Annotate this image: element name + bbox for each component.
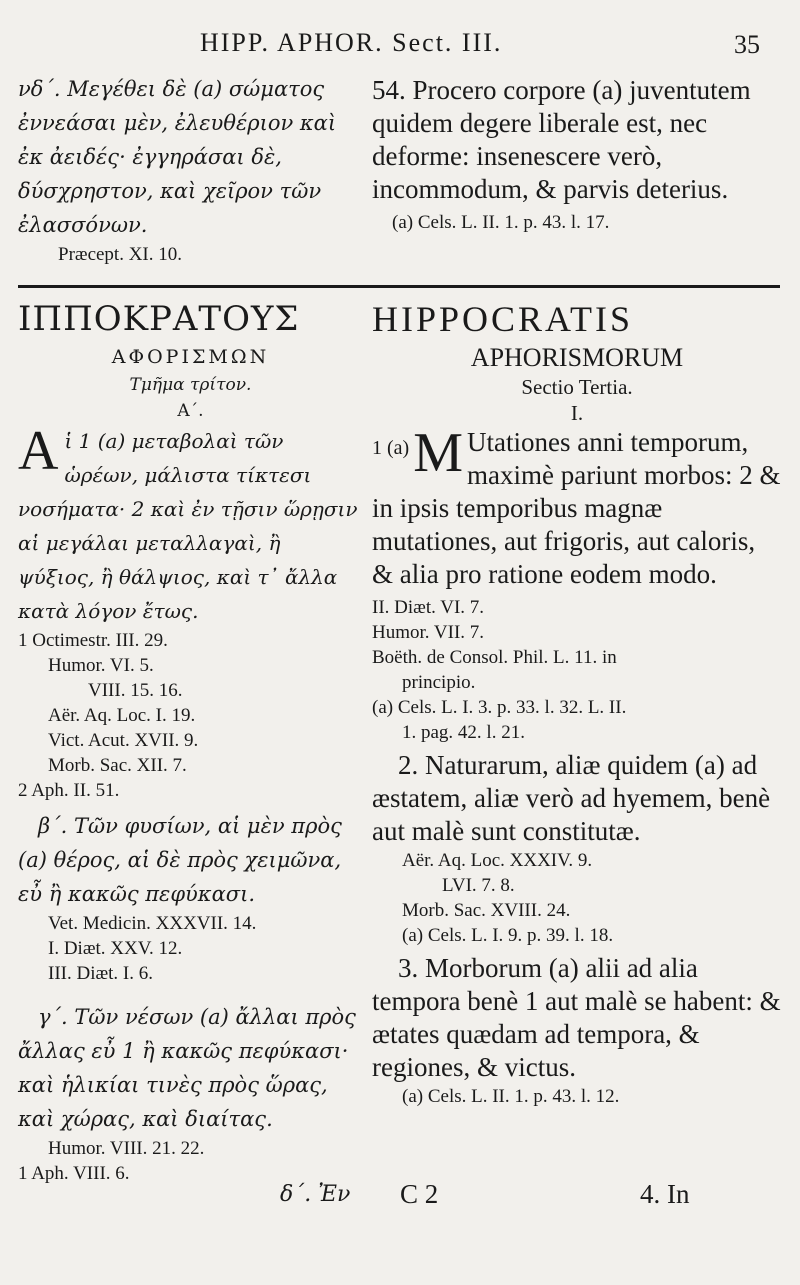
ref-line: 1 Octimestr. III. 29. — [18, 630, 168, 651]
latin-dropcap: M — [413, 422, 463, 484]
greek-aphorism-1 — [18, 420, 363, 628]
greek-title: ΙΠΠΟΚΡΑΤΟΥΣ — [18, 299, 300, 339]
ref-line: (a) Cels. L. II. 1. p. 43. l. 12. — [402, 1086, 620, 1107]
page-header — [0, 28, 800, 68]
latin-aphorism-1-text: Utationes anni temporum, maximè pariunt morbos: 2 & in ipsis temporibus magnæ mutationes, aut frigoris, aut caloris, & alia pro ratione eodem modo. — [372, 427, 781, 589]
ref-line: VIII. 15. 16. — [88, 680, 183, 701]
ref-line: Morb. Sac. XVIII. 24. — [402, 900, 571, 921]
greek-dropcap: Α — [18, 420, 59, 482]
greek-subtitle: ΑΦΟΡΙΣΜΩΝ — [111, 346, 270, 368]
greek-number: Α΄. — [177, 401, 204, 421]
ref-line: Humor. VI. 5. — [48, 655, 154, 676]
ref-line: Vet. Medicin. XXXVII. 14. — [48, 913, 257, 934]
ref-line: (a) Cels. L. I. 3. p. 33. l. 32. L. II. — [372, 697, 627, 718]
ref-line: Vict. Acut. XVII. 9. — [48, 730, 199, 751]
ref-line: Aër. Aq. Loc. I. 19. — [48, 705, 196, 726]
greek-catchword: δ΄. Ἐν — [280, 1182, 351, 1207]
latin-title: HIPPOCRATIS — [372, 299, 634, 339]
top-left-block — [18, 72, 363, 267]
latin-aphorism-2: 2. Naturarum, aliæ quidem (a) ad æstatem, aliæ verò ad hyemem, benè aut malè sunt constitutæ. — [372, 750, 771, 846]
latin-column — [372, 296, 782, 1109]
latin-catchword: 4. In — [640, 1179, 690, 1209]
running-head: HIPP. APHOR. Sect. III. — [200, 28, 503, 57]
greek-refs-1 — [18, 628, 363, 803]
top-right-ref: (a) Cels. L. II. 1. p. 43. l. 17. — [392, 212, 610, 233]
latin-refs-1 — [372, 595, 782, 745]
latin-aph1-lead: 1 (a) — [372, 437, 410, 459]
top-right-block — [372, 74, 782, 235]
ref-line: I. Diæt. XXV. 12. — [48, 938, 183, 959]
latin-refs-2 — [372, 848, 782, 948]
greek-section: Τμῆμα τρίτον. — [129, 375, 252, 395]
ref-line: 1. pag. 42. l. 21. — [402, 722, 525, 743]
ref-line: LVI. 7. 8. — [442, 875, 515, 896]
latin-section: Sectio Tertia. — [521, 375, 633, 399]
ref-line: Morb. Sac. XII. 7. — [48, 755, 187, 776]
greek-aphorism-3: γ΄. Τῶν νέσων (a) ἄλλαι πρὸς ἄλλας εὖ 1 ἢ κακῶς πεφύκασι· καὶ ἡλικίαι τινὲς πρὸς ὥρας, καὶ χώρας, καὶ διαίτας. — [18, 1005, 356, 1131]
ref-line: III. Diæt. I. 6. — [48, 963, 154, 984]
ref-line: (a) Cels. L. I. 9. p. 39. l. 18. — [402, 925, 614, 946]
top-left-ref: Præcept. XI. 10. — [58, 244, 183, 265]
latin-subtitle: APHORISMORUM — [470, 343, 684, 372]
latin-aphorism-1 — [372, 422, 782, 591]
horizontal-rule — [18, 285, 780, 288]
latin-refs-3 — [372, 1084, 782, 1109]
ref-line: Humor. VII. 7. — [372, 622, 485, 643]
greek-column — [18, 296, 363, 1186]
ref-line: II. Diæt. VI. 7. — [372, 597, 485, 618]
signature-mark: C 2 — [400, 1179, 439, 1209]
greek-aphorism-2: β΄. Τῶν φυσίων, αἱ μὲν πρὸς (a) θέρος, αἱ δὲ πρὸς χειμῶνα, εὖ ἢ κακῶς πεφύκασι. — [18, 814, 342, 906]
ref-line: Humor. VIII. 21. 22. — [48, 1138, 205, 1159]
aphorism-54-latin: 54. Procero corpore (a) juventutem quidem degere liberale est, nec deforme: insenescere verò, incommodum, & parvis deterius. — [372, 75, 751, 204]
ref-line: principio. — [402, 672, 476, 693]
ref-line: 2 Aph. II. 51. — [18, 780, 120, 801]
greek-aphorism-1-text: ἱ 1 (a) μεταβολαὶ τῶν ὡρέων, μάλιστα τίκτεσι νοσήματα· 2 καὶ ἐν τῇσιν ὥρῃσιν αἱ μεγάλαι μεταλλαγαὶ, ἢ ψύξιος, ἢ θάλψιος, καὶ τ᾽ ἄλλα κατὰ λόγον ἔτως. — [18, 429, 358, 623]
ref-line: Aër. Aq. Loc. XXXIV. 9. — [402, 850, 593, 871]
page-number: 35 — [734, 30, 760, 59]
ref-line: 1 Aph. VIII. 6. — [18, 1163, 130, 1184]
latin-number: I. — [570, 401, 584, 425]
aphorism-54-greek: νδ΄. Μεγέθει δὲ (a) σώματος ἐννεάσαι μὲν, ἐλευθέριον καὶ ἐκ ἀειδές· ἐγγηράσαι δὲ, δύσχρηστον, καὶ χεῖρον τῶν ἐλασσόνων. — [18, 77, 337, 237]
greek-refs-2 — [18, 911, 363, 986]
latin-aphorism-3: 3. Morborum (a) alii ad alia tempora benè 1 aut malè se habent: & ætates quædam ad tempora, & regiones, & victus. — [372, 953, 781, 1082]
ref-line: Boëth. de Consol. Phil. L. 11. in — [372, 647, 617, 668]
